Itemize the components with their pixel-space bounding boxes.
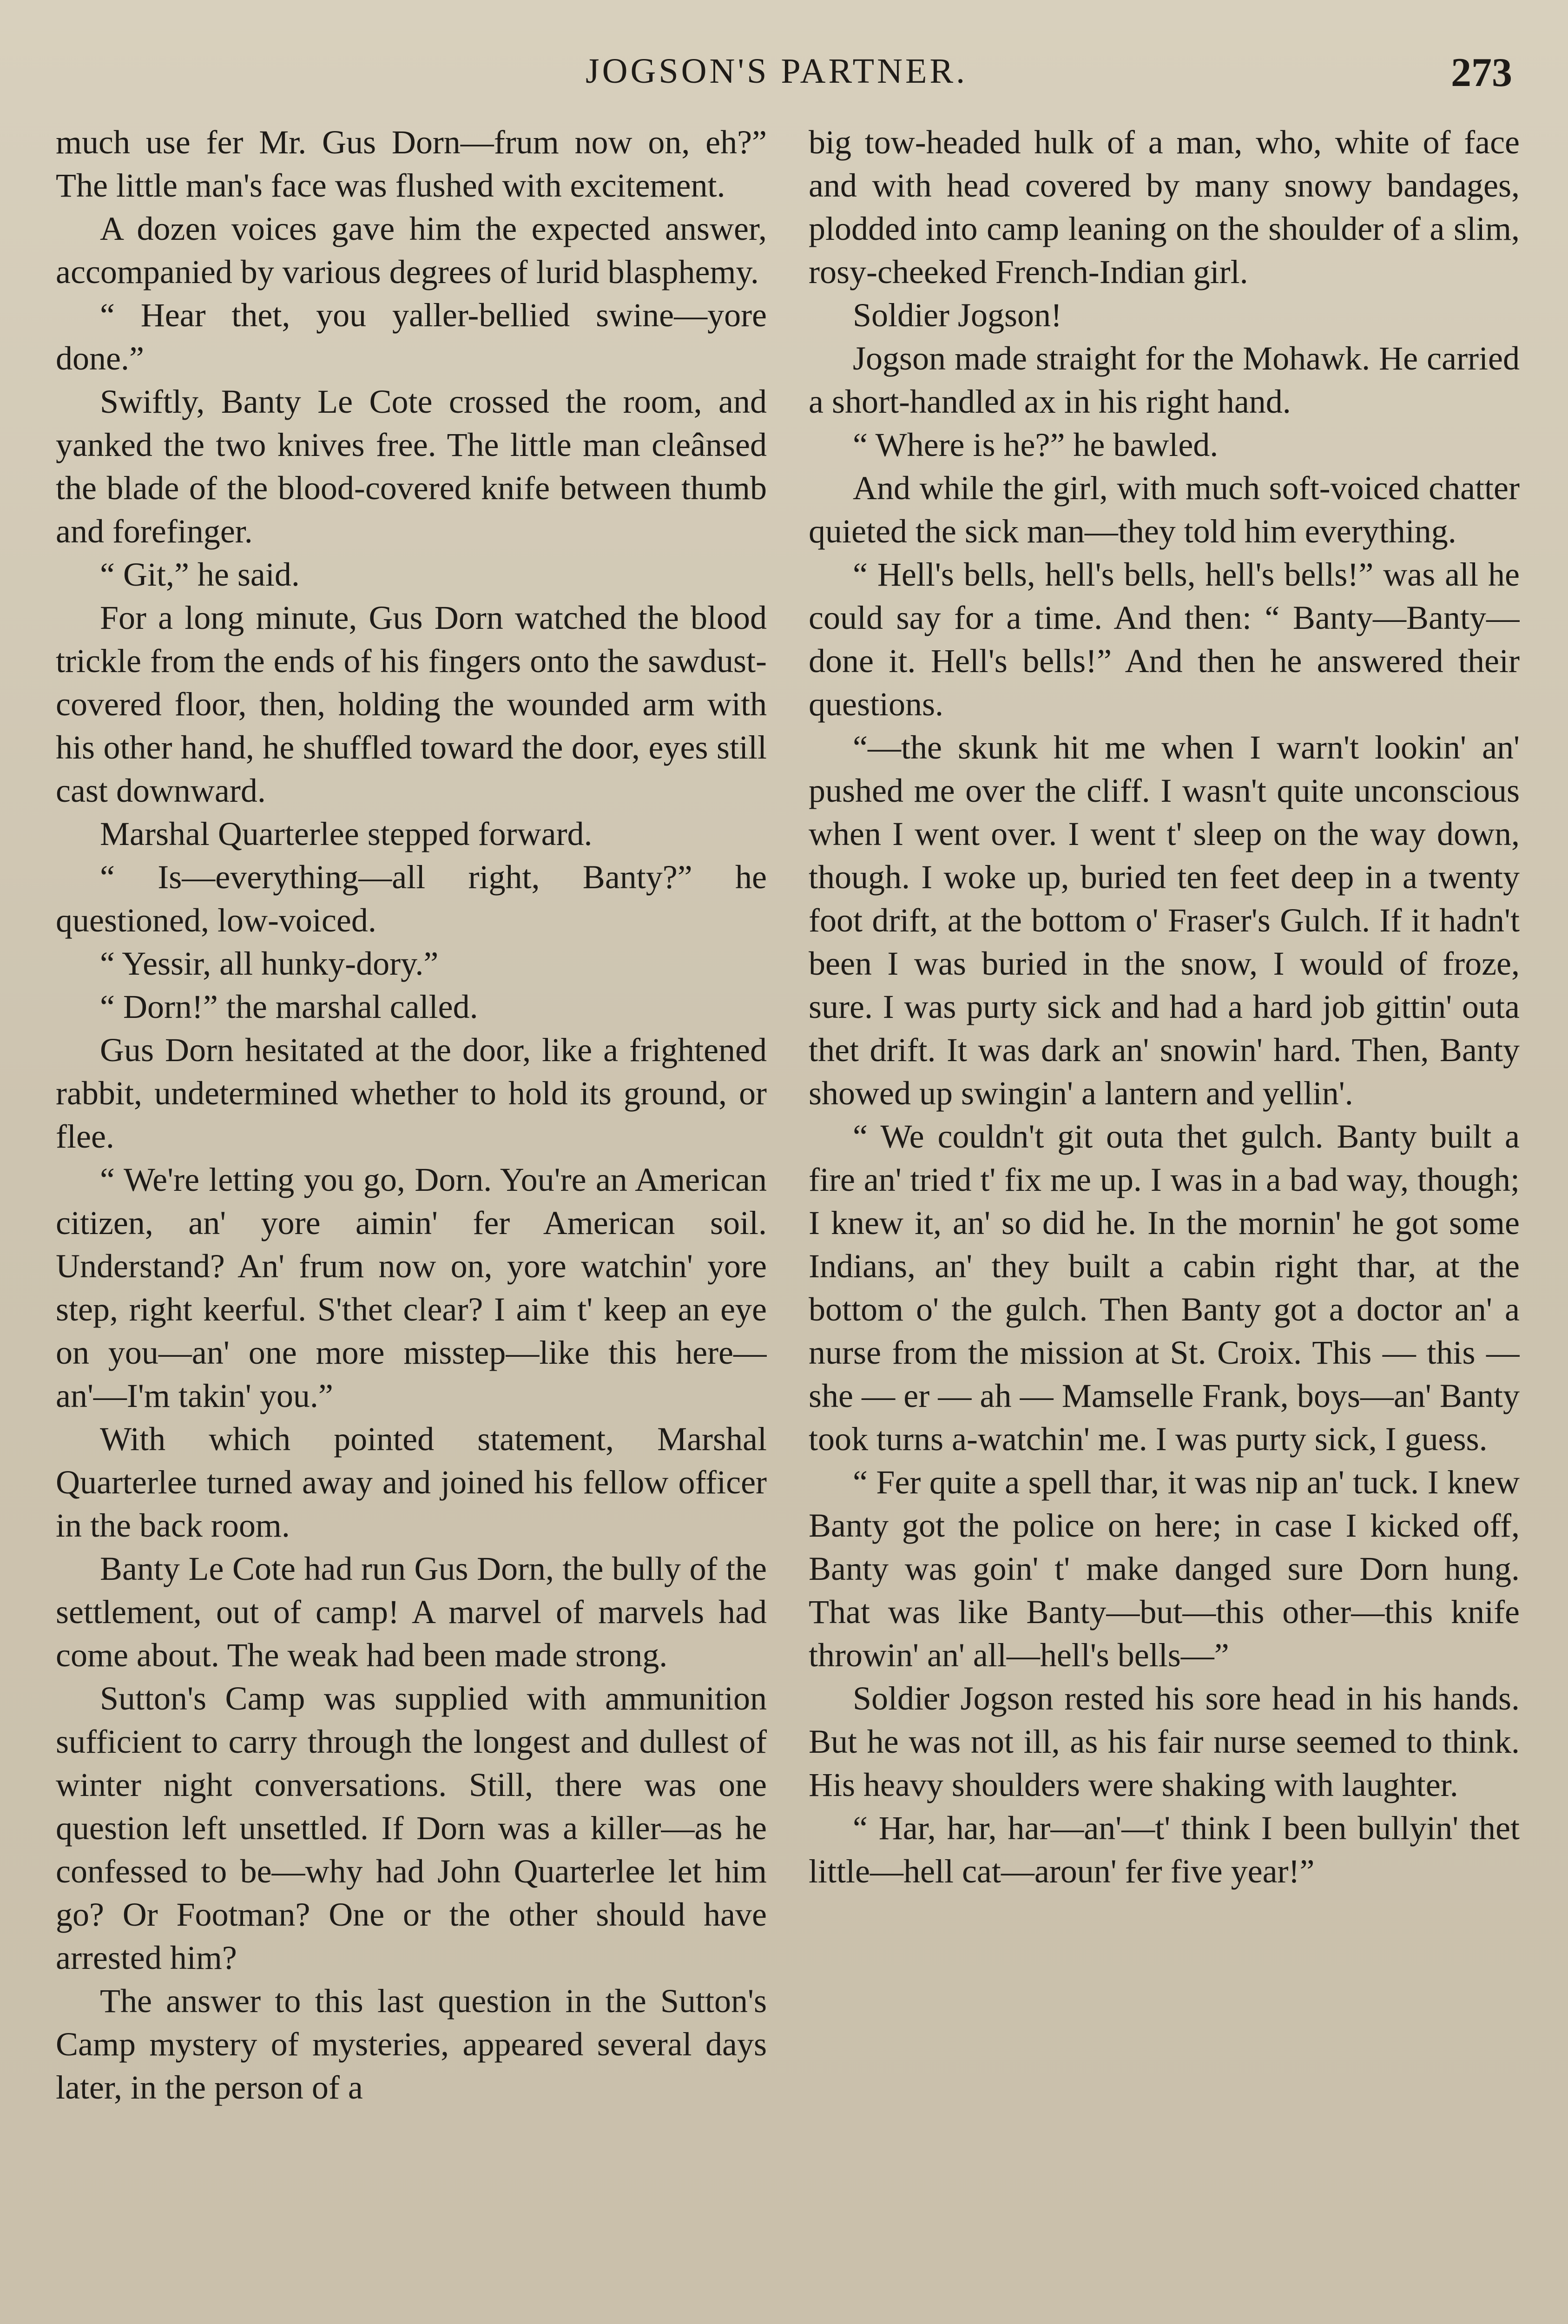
paragraph: “ Har, har, har—an'—t' think I been bullyin' thet little—hell cat—aroun' fer five year!”	[809, 1809, 1520, 1890]
paragraph: “—the skunk hit me when I warn't lookin' an' pushed me over the cliff. I wasn't quite unconscious when I went over. I went t' sleep on the way down, though. I woke up, buried ten feet deep in a twenty foot drift, at the bottom o' Fraser's Gulch. If it hadn't been I was buried in the snow, I would of froze, sure. I was purty sick and had a hard job gittin' outa thet drift. It was dark an' snowin' hard. Then, Banty showed up swingin' a lantern and yellin'.	[809, 729, 1520, 1112]
running-title: JOGSON'S PARTNER.	[586, 52, 968, 91]
paragraph: For a long minute, Gus Dorn watched the blood trickle from the ends of his fingers onto the sawdust-covered floor, then, holding the wounded arm with his other hand, he shuffled toward the door, eyes still cast downward.	[56, 599, 767, 809]
paragraph: “ Hear thet, you yaller-bellied swine—yore done.”	[56, 297, 767, 377]
right-column	[809, 121, 1520, 2305]
paragraph: Marshal Quarterlee stepped forward.	[100, 815, 593, 852]
paragraph: Soldier Jogson!	[853, 297, 1062, 334]
paragraph: “ Yessir, all hunky-dory.”	[100, 945, 439, 982]
paragraph: “ We couldn't git outa thet gulch. Banty built a fire an' tried t' fix me up. I was in a bad way, though; I knew it, an' so did he. In the mornin' he got some Indians, an' they built a cabin right thar, at the bottom o' the gulch. Then Banty got a doctor an' a nurse from the mission at St. Croix. This — this — she — er — ah — Mamselle Frank, boys—an' Banty took turns a-watchin' me. I was purty sick, I guess.	[809, 1118, 1520, 1458]
paragraph: Gus Dorn hesitated at the door, like a frightened rabbit, undetermined whether to hold its ground, or flee.	[56, 1031, 767, 1155]
paragraph: The answer to this last question in the Sutton's Camp mystery of mysteries, appeared several days later, in the person of a	[56, 1982, 767, 2106]
paragraph: “ Dorn!” the marshal called.	[100, 988, 478, 1025]
paragraph: “ We're letting you go, Dorn. You're an American citizen, an' yore aimin' fer American soil. Understand? An' frum now on, yore watchin' yore step, right keerful. S'thet clear? I aim t' keep an eye on you—an' one more misstep—like this here—an'—I'm takin' you.”	[56, 1161, 767, 1414]
paragraph: Soldier Jogson rested his sore head in his hands. But he was not ill, as his fair nurse seemed to think. His heavy shoulders were shaking with laughter.	[809, 1680, 1520, 1803]
paragraph: “ Git,” he said.	[100, 556, 300, 593]
paragraph: much use fer Mr. Gus Dorn—frum now on, eh?” The little man's face was flushed with excitement.	[56, 124, 767, 204]
paragraph: “ Hell's bells, hell's bells, hell's bells!” was all he could say for a time. And then: “ Banty—Banty—done it. Hell's bells!” And then he answered their questions.	[809, 556, 1520, 723]
paragraph: “ Fer quite a spell thar, it was nip an' tuck. I knew Banty got the police on here; in case I kicked off, Banty was goin' t' make danged sure Dorn hung. That was like Banty—but—this other—this knife throwin' an' all—hell's bells—”	[809, 1464, 1520, 1674]
paragraph: Swiftly, Banty Le Cote crossed the room, and yanked the two knives free. The little man cleânsed the blade of the blood-covered knife between thumb and forefinger.	[56, 383, 767, 550]
paragraph: “ Is—everything—all right, Banty?” he questioned, low-voiced.	[56, 858, 767, 939]
paragraph: And while the girl, with much soft-voiced chatter quieted the sick man—they told him everything.	[809, 469, 1520, 550]
paragraph: With which pointed statement, Marshal Quarterlee turned away and joined his fellow officer in the back room.	[56, 1420, 767, 1544]
paragraph: big tow-headed hulk of a man, who, white of face and with head covered by many snowy bandages, plodded into camp leaning on the shoulder of a slim, rosy-cheeked French-Indian girl.	[809, 124, 1520, 290]
paragraph: A dozen voices gave him the expected answer, accompanied by various degrees of lurid blasphemy.	[56, 210, 767, 290]
paragraph: “ Where is he?” he bawled.	[853, 426, 1219, 463]
left-column	[56, 121, 767, 2305]
page-header	[0, 51, 1568, 102]
paragraph: Banty Le Cote had run Gus Dorn, the bully of the settlement, out of camp! A marvel of marvels had come about. The weak had been made strong.	[56, 1550, 767, 1674]
page-number: 273	[1451, 50, 1512, 95]
paragraph: Jogson made straight for the Mohawk. He carried a short-handled ax in his right hand.	[809, 340, 1520, 420]
paragraph: Sutton's Camp was supplied with ammunition sufficient to carry through the longest and dullest of winter night conversations. Still, there was one question left unsettled. If Dorn was a killer—as he confessed to be—why had John Quarterlee let him go? Or Footman? One or the other should have arrested him?	[56, 1680, 767, 1976]
